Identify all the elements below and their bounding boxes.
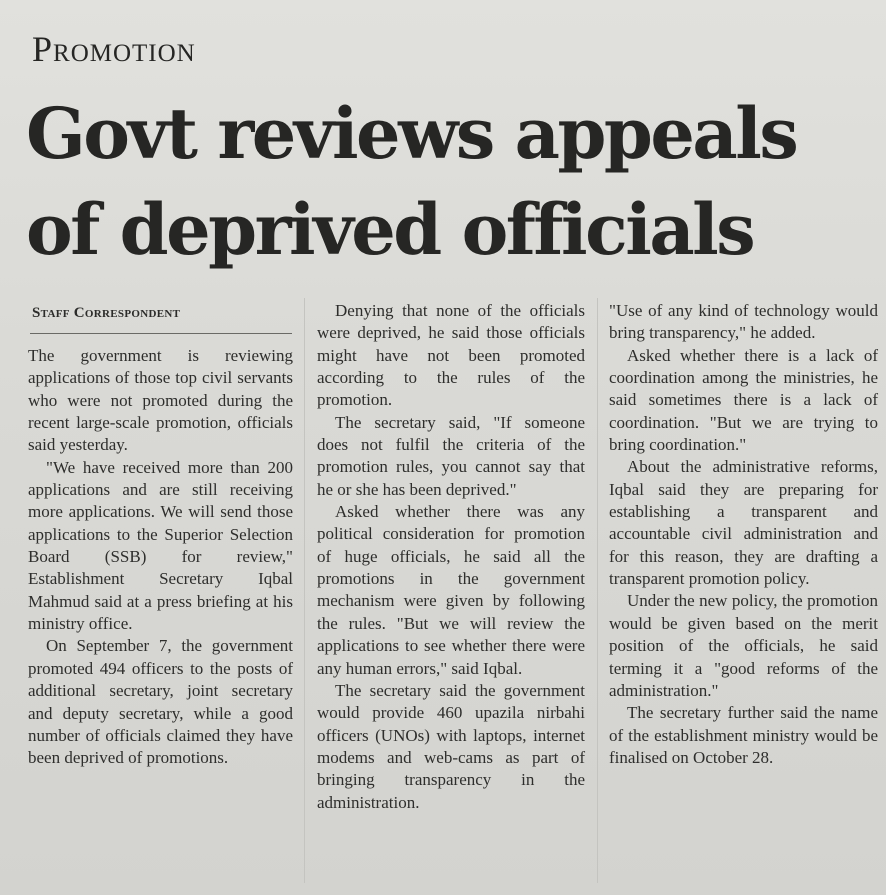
paragraph: The secretary said the government would provide 460 upazila nirbahi officers (UNOs) with laptops, internet modems and web-cams as part of bringing transparency in the administration. xyxy=(317,680,585,812)
paragraph: Denying that none of the officials were deprived, he said those officials might have not been promoted according to the rules of the promotion. xyxy=(317,301,585,410)
section-kicker: Promotion xyxy=(32,29,196,69)
article-column-3 xyxy=(609,300,878,769)
paragraph: Asked whether there was any political consideration for promotion of huge officials, he said all the promotions in the government mechanism were given by following the rules. "But we will review the applications to see whether there were any human errors," said Iqbal. xyxy=(317,502,585,678)
headline xyxy=(26,86,886,278)
paragraph: The secretary said, "If someone does not fulfil the criteria of the promotion rules, you cannot say that he or she has been deprived." xyxy=(317,412,585,499)
paragraph: The government is reviewing applications of those top civil servants who were not promoted during the recent large-scale promotion, officials said yesterday. xyxy=(28,346,293,455)
byline: Staff Correspondent xyxy=(32,305,181,321)
article-column-2 xyxy=(317,300,585,814)
paragraph: About the administrative reforms, Iqbal said they are preparing for establishing a transparent and accountable civil administration and for this reason, they are drafting a transparent promotion policy. xyxy=(609,457,878,589)
article-column-1 xyxy=(28,345,293,770)
paragraph: Asked whether there is a lack of coordination among the ministries, he said sometimes there is a lack of coordination. "But we are trying to bring coordination." xyxy=(609,345,878,455)
column-divider xyxy=(304,298,305,883)
column-divider xyxy=(597,298,598,883)
paragraph: Under the new policy, the promotion would be given based on the merit position of the officials, he said terming it a "good reforms of the administration." xyxy=(609,591,878,700)
headline-line-1: Govt reviews appeals xyxy=(26,92,797,175)
byline-rule xyxy=(30,333,292,334)
paragraph: The secretary further said the name of the establishment ministry would be finalised on October 28. xyxy=(609,703,878,767)
paragraph: "We have received more than 200 applications and are still receiving more applications. We will send those applications to the Superior Selection Board (SSB) for review," Establishment Secretary Iqbal Mahmud said at a press briefing at his ministry office. xyxy=(28,457,293,634)
paragraph: "Use of any kind of technology would bring transparency," he added. xyxy=(609,301,878,343)
paragraph: On September 7, the government promoted 494 officers to the posts of additional secretary, joint secretary and deputy secretary, while a good number of officials claimed they have been deprived of promotions. xyxy=(28,636,293,768)
headline-line-2: of deprived officials xyxy=(26,188,754,271)
